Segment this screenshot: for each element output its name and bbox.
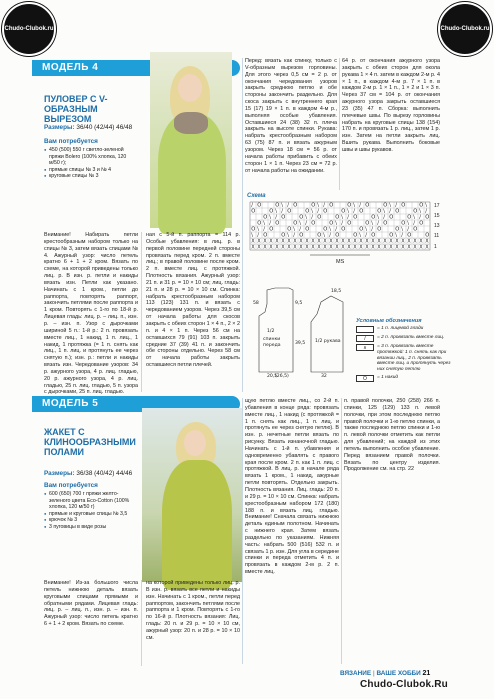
chart-cell-symbol: \ <box>383 208 385 215</box>
photo-face <box>184 430 206 456</box>
chart-cell-symbol: / <box>407 226 409 233</box>
chart-cell-symbol: X <box>371 238 375 245</box>
legend-item: ∧ = 3 п. провязать вместе протяжкой: 1 п. снять как при вязании лиц., 2 п. провязать вместе лиц. и протянуть через них снятую петлю <box>356 344 452 373</box>
chart-cell-symbol: O <box>257 202 262 209</box>
chart-cell-symbol: O <box>311 202 316 209</box>
pattern-dim: 32 <box>321 374 327 379</box>
chart-cell-symbol: X <box>299 238 303 245</box>
chart-cell-symbol: O <box>281 214 286 221</box>
chart-cell-symbol: X <box>359 244 363 251</box>
chart-cell-symbol: X <box>377 238 381 245</box>
chart-cell-symbol: X <box>257 238 261 245</box>
chart-cell-symbol: O <box>323 208 328 215</box>
chart-cell-symbol: X <box>311 238 315 245</box>
chart-cell-symbol: X <box>281 238 285 245</box>
chart-cell-symbol: O <box>371 232 376 239</box>
chart-cell-symbol: / <box>353 208 355 215</box>
chart-cell-symbol: X <box>401 244 405 251</box>
chart-cell-symbol: O <box>305 226 310 233</box>
model-5-text-column-3: щую петлю вместе лиц., со 2-й п. убавления в конце ряда: провязать вместе лиц., 1 накид (с протяжкой = 1 п. снять как лиц., 1 п. лиц. и протянуть ее через снятую петлю). В изн. р. нечетные петли вязать по рисунку. Вязать изнаночной гладью. Начинать с 1-й п. убавления и одновременно убавлять с правого края после кром. 2 п. как 1 п. лиц. с протяжкой. В лиц. р. в начале ряда вязать 1 кром., 1 накид, ажурные петли повторять. Отдельно закрыть. Плотность вязания. Лиц. гладь: 20 п. и 29 р. = 10 × 10 см. Спинка: набрать крестообразным набором 172 (180) 188 п. и вязать лиц. гладью. Внимание! Сначала связать нижнюю деталь единым полотном. Начинать с нижнего края. Затем вязать раздельно по указаниям. Нижняя часть: набрать 500 (516) 532 п. и связать 1 р. изн. Для угла в середине спинки и переда отметить 4 п. и провязать в каждом 2-м р. 2 п. вместе лиц. <box>245 398 339 576</box>
chart-cell-symbol: X <box>389 244 393 251</box>
chart-cell-symbol: O <box>365 220 370 227</box>
magazine-name: ВЯЗАНИЕ <box>340 670 372 677</box>
chart-cell-symbol: \ <box>401 226 403 233</box>
chart-cell-symbol: X <box>275 244 279 251</box>
chart-cell-symbol: / <box>275 214 277 221</box>
chart-cell-symbol: \ <box>263 220 265 227</box>
legend <box>356 326 452 384</box>
chart-cell-symbol: O <box>365 202 370 209</box>
chart-cell-symbol: / <box>251 202 253 209</box>
pattern-label: 1/2 рукава <box>315 339 341 344</box>
chart-cell-symbol: / <box>395 202 397 209</box>
chart-cell-symbol: O <box>347 220 352 227</box>
model-5-sizes: Размеры: 36/38 (40/42) 44/46 <box>44 470 133 477</box>
chart-cell-symbol: \ <box>311 208 313 215</box>
sleeve-pattern-piece <box>311 296 343 372</box>
list-item: ● круговые спицы № 3 <box>44 173 136 180</box>
chart-cell-symbol: / <box>287 202 289 209</box>
chart-cell-symbol: X <box>323 244 327 251</box>
chart-cell-symbol: X <box>323 238 327 245</box>
chart-cell-symbol: X <box>329 238 333 245</box>
chart-cell-symbol: O <box>335 214 340 221</box>
chart-cell-symbol: X <box>353 244 357 251</box>
chart-cell-symbol: X <box>287 244 291 251</box>
chart-cell-symbol: \ <box>305 214 307 221</box>
chart-cell-symbol: O <box>341 208 346 215</box>
legend-symbol: / <box>356 335 374 342</box>
model-4-text-column-3: Перед: вязать как спинку, только с V-образным вырезом горловины. Для этого через 0,5 см = 2 р. от окончания чередования узоров закрыть среднюю петлю и обе стороны закончить раздельно. Для скоса закрыть с внутреннего края 15 (17) 19 × 1 п. в каждом 4-м р., выполняя особые убавления. Оставшиеся 24 (38) 32 п. плеча закрыть на высоте спинки. Рукава: набрать крестообразным набором 63 (75) 87 п. и вязать ажурным узором. Через 18 см = 56 р. от начала работы прибавить с обеих сторон 1 × 1 п. Через 23 см = 72 р. от начала работы на ожидании. <box>245 58 337 174</box>
chart-cell-symbol: X <box>269 238 273 245</box>
legend-symbol <box>356 326 374 333</box>
chart-cell-symbol: O <box>377 226 382 233</box>
chart-cell-symbol: / <box>383 214 385 221</box>
chart-cell-symbol: \ <box>257 226 259 233</box>
chart-cell-symbol: \ <box>287 232 289 239</box>
pattern-diagram <box>253 282 347 378</box>
column-divider <box>242 398 243 664</box>
photo-jacket <box>162 460 232 590</box>
row-label-11: 11 <box>434 233 440 239</box>
chart-cell-symbol: / <box>335 226 337 233</box>
chart-cell-symbol: O <box>257 220 262 227</box>
chart-cell-symbol: X <box>263 244 267 251</box>
chart-cell-symbol: O <box>407 214 412 221</box>
chart-cell-symbol: O <box>317 232 322 239</box>
chart-cell-symbol: \ <box>299 220 301 227</box>
column-divider <box>141 580 142 666</box>
chart-cell-symbol: X <box>425 244 429 251</box>
chart-cell-symbol: X <box>407 238 411 245</box>
chart-cell-symbol: X <box>383 238 387 245</box>
chart-cell-symbol: / <box>293 232 295 239</box>
chart-cell-symbol: \ <box>281 202 283 209</box>
chart-cell-symbol: X <box>395 238 399 245</box>
chart-cell-symbol: \ <box>329 226 331 233</box>
chart-cell-symbol: X <box>305 244 309 251</box>
chart-cell-symbol: X <box>263 238 267 245</box>
chart-cell-symbol: O <box>263 232 268 239</box>
column-divider <box>339 58 340 190</box>
magazine-subtitle: ВАШЕ ХОББИ <box>376 670 421 677</box>
model-4-text-column-2: ная с 5-й п. раппорта = 114 р. Особые убавления: в лиц. р. в первой половине передней стороны провязать перед кром. 2 п. вместе лиц.; в правой половине после кром. 2 п. вместе лиц. с протяжкой. Плотность вязания. Ажурный узор: 21 п. и 31 р. = 10 × 10 см; лиц. гладь: 21 п. и 28 р. = 10 × 10 см. Спинка: набрать крестообразным набором 113 (123) 131 п. и вязать с чередованием узоров. Через 39,5 см от начала работы для скосов закрыть с обеих сторон 1 × 4 п., 2 × 2 п. и 4 × 1 п. Через 56 см на оставшихся 79 (91) 103 п. закрыть средние 37 (39) 41 п. и закончить обе стороны отдельно. Через 58 см от начала работы закрыть оставшиеся петли плечей. <box>146 232 240 369</box>
list-item: ● прямые спицы № 3 и № 4 <box>44 167 136 174</box>
chart-cell-symbol: O <box>401 202 406 209</box>
list-item: ● прямые и круговые спицы № 3,5 <box>44 511 136 518</box>
model-4-photo <box>150 52 232 228</box>
chart-cell-symbol: O <box>419 220 424 227</box>
row-label-13: 13 <box>434 223 440 229</box>
chart-cell-symbol: O <box>407 232 412 239</box>
chart-cell-symbol: \ <box>353 202 355 209</box>
chart-cell-symbol: O <box>425 214 430 221</box>
model-4-header: МОДЕЛЬ 4 <box>32 60 240 76</box>
chart-cell-symbol: X <box>341 238 345 245</box>
pattern-label: переда <box>263 343 281 348</box>
scheme-label: Схема <box>247 193 266 199</box>
chart-cell-symbol: O <box>293 202 298 209</box>
model-5-text-column-2: на которой приведены только лиц. р. В изн. р. вязать все петли и накиды изн. Начинать с 1 кром., петли перед раппортом, закончить петлями после раппорта и 1 кром. Повторять с 1-го по 16-й р. Плотность вязания: Лиц. гладь: 20 п. и 29 р. = 10 × 10 см, ажурный узор: 20 п. и 28 р. = 10 × 10 см. <box>146 580 240 641</box>
chart-cell-symbol: X <box>359 238 363 245</box>
chart-cell-symbol: X <box>401 238 405 245</box>
chart-cell-symbol: O <box>305 208 310 215</box>
chart-cell-symbol: X <box>335 238 339 245</box>
chart-cell-symbol: / <box>317 208 319 215</box>
chart-cell-symbol: / <box>347 214 349 221</box>
chart-cell-symbol: O <box>377 208 382 215</box>
model-4-text-column-1: Внимание! Набирать петли крестообразным набором только на спицы № 3, затем вязать спицами № 4. Ажурный узор: число петель кратно 6 + 1 + 2 кром. Вязать по схеме, на которой приведены только лиц. р. В изн. р. петли и накиды вязать изн. Петли как указано. Начинать с 1 кром., петли до раппорта, повторять раппорт, закончить петлями после раппорта и 1 кром. Повторять с 1-го по 18-й р. Лицевая гладь: лиц. р. – лиц. п., изн. р. – изн. п. Узор с дырочками шириной 5 п.: 1-й р.: 2 п. провязать вместе лиц., 1 накид, 1 п. лиц., 1 накид, 1 протяжка (= 1 п. снять как лиц., 1 п. лиц. и протянуть ее через снятую п.); изн. р.: петли и накиды вязать изн. Чередование узоров: 34 р. ажурного узора, 4 р. лиц. гладью, 20 р. ажурного узора, 4 р. лиц. гладью, 25 п. лиц. гладью, 5 п. узора с дырочками, 25 п. лиц. гладью. <box>44 232 138 396</box>
chart-cell-symbol: X <box>365 238 369 245</box>
chart-cell-symbol: X <box>371 244 375 251</box>
chart-cell-symbol: \ <box>317 202 319 209</box>
chart-cell-symbol: \ <box>347 208 349 215</box>
chart-cell-symbol: X <box>419 244 423 251</box>
chart-cell-symbol: / <box>377 220 379 227</box>
chart-cell-symbol: X <box>395 244 399 251</box>
chart-cell-symbol: \ <box>293 226 295 233</box>
chart-cell-symbol: O <box>395 208 400 215</box>
model-5-text-column-1: Внимание! Из-за большого числа петель нижнюю деталь вязать круговыми спицами прямыми и обратными рядами. Лицевая гладь: лиц. р. – лиц. п., изн. р. – изн. п. Ажурный узор: число петель кратно 6 + 1 + 2 кром. Вязать по схеме. <box>44 580 138 628</box>
chart-cell-symbol: O <box>413 208 418 215</box>
chart-cell-symbol: X <box>287 238 291 245</box>
list-item: ● 450 (500) 550 г светло-зеленой пряжи Bolero (100% хлопка, 120 м/50 г); <box>44 147 136 167</box>
chart-cell-symbol: O <box>359 226 364 233</box>
chart-cell-symbol: \ <box>377 214 379 221</box>
chart-cell-symbol: X <box>413 244 417 251</box>
model-4-title: ПУЛОВЕР С V-ОБРАЗНЫМ ВЫРЕЗОМ <box>44 94 108 124</box>
legend-item: O = 1 накид <box>356 375 452 382</box>
chart-cell-symbol: O <box>311 220 316 227</box>
pattern-dim: 58 <box>253 301 259 306</box>
chart-cell-symbol: X <box>293 244 297 251</box>
chart-cell-symbol: O <box>335 232 340 239</box>
chart-cell-symbol: X <box>251 244 255 251</box>
chart-cell-symbol: O <box>419 202 424 209</box>
chart-cell-symbol: X <box>353 238 357 245</box>
model-5-needs-heading: Вам потребуется <box>44 482 98 489</box>
chart-cell-symbol: O <box>383 220 388 227</box>
chart-cell-symbol: \ <box>359 232 361 239</box>
model-5-needs-list <box>44 491 136 531</box>
chart-cell-symbol: X <box>341 244 345 251</box>
site-stamp-left: Chudo-Clubok.ru <box>2 2 56 56</box>
chart-cell-symbol: X <box>281 244 285 251</box>
chart-cell-symbol: O <box>287 226 292 233</box>
chart-cell-symbol: / <box>305 220 307 227</box>
chart-cell-symbol: X <box>257 244 261 251</box>
chart-cell-symbol: O <box>359 208 364 215</box>
chart-cell-symbol: / <box>323 202 325 209</box>
chart-cell-symbol: O <box>425 232 430 239</box>
chart-cell-symbol: O <box>395 226 400 233</box>
chart-cell-symbol: O <box>371 214 376 221</box>
chart-cell-symbol: X <box>413 238 417 245</box>
chart-cell-symbol: \ <box>365 226 367 233</box>
chart-cell-symbol: O <box>401 220 406 227</box>
chart-cell-symbol: O <box>329 220 334 227</box>
chart-cell-symbol: \ <box>413 214 415 221</box>
chart-cell-symbol: / <box>413 220 415 227</box>
list-item: ● крючок № 3 <box>44 517 136 524</box>
model-4-needs-list <box>44 147 136 180</box>
chart-cell-symbol: O <box>317 214 322 221</box>
chart-cell-symbol: / <box>341 220 343 227</box>
model-5-header: МОДЕЛЬ 5 <box>32 396 240 412</box>
chart-cell-symbol: / <box>401 232 403 239</box>
chart-cell-symbol: / <box>329 232 331 239</box>
chart-cell-symbol: O <box>263 214 268 221</box>
chart-cell-symbol: / <box>371 226 373 233</box>
chart-cell-symbol: O <box>293 220 298 227</box>
chart-cell-symbol: / <box>257 232 259 239</box>
page-number: 21 <box>422 670 431 677</box>
chart-cell-symbol: X <box>347 244 351 251</box>
pattern-dim: (26,5) <box>275 374 289 379</box>
chart-cell-symbol: O <box>353 232 358 239</box>
chart-cell-symbol: X <box>383 244 387 251</box>
chart-cell-symbol: O <box>299 214 304 221</box>
list-item: ● 600 (650) 700 г пряжи желто-зеленого цвета Eco-Cotton (100% хлопка, 120 м/50 г) <box>44 491 136 511</box>
chart-cell-symbol: O <box>413 226 418 233</box>
model-5-title: ЖАКЕТ С КЛИНООБРАЗНЫМИ ПОЛАМИ <box>44 427 136 457</box>
rapport-label: MS <box>336 259 345 265</box>
chart-cell-symbol: X <box>419 238 423 245</box>
chart-cell-symbol: / <box>365 232 367 239</box>
legend-item: = 1 п. лицевой глади <box>356 326 452 333</box>
pattern-dim: 20,5 <box>267 374 278 379</box>
model-5-text-column-4: п. правой полочки, 250 (258) 266 п. спинки, 125 (129) 133 п. левой полочки, при этом последнюю петлю правой полочки и 1-ю петлю спинки, а также последнюю петлю спинки и 1-ю п. левой полочки отметить как петли для убавлений; на каждой из этих петель выполнить особое убавление. Перед вязанием правой полочки. Вязать по центру изделия. Продолжение см. на стр. 22 <box>344 398 440 473</box>
chart-cell-symbol: X <box>317 238 321 245</box>
row-label-1: 1 <box>434 244 437 250</box>
chart-cell-symbol: O <box>347 202 352 209</box>
chart-cell-symbol: X <box>299 244 303 251</box>
chart-cell-symbol: \ <box>371 220 373 227</box>
chart-cell-symbol: \ <box>251 232 253 239</box>
chart-cell-symbol: X <box>251 238 255 245</box>
back-pattern-piece <box>259 288 293 372</box>
legend-item: / = 2 п. провязать вместе лиц. <box>356 335 452 342</box>
chart-cell-symbol: \ <box>425 202 427 209</box>
chart-cell-symbol: O <box>389 214 394 221</box>
legend-symbol: ∧ <box>356 344 374 351</box>
chart-cell-symbol: X <box>317 244 321 251</box>
row-label-15: 15 <box>434 213 440 219</box>
chart-cell-symbol: / <box>425 208 427 215</box>
legend-symbol: O <box>356 375 374 382</box>
pattern-dim: 39,5 <box>295 341 306 346</box>
chart-cell-symbol: X <box>275 238 279 245</box>
chart-cell-symbol: / <box>419 214 421 221</box>
model-4-sizes: Размеры: 36/40 (42/44) 46/48 <box>44 124 133 131</box>
pattern-dim: 18,5 <box>331 289 342 294</box>
list-item: ● 3 пуговицы в виде розы <box>44 524 136 531</box>
chart-cell-symbol: O <box>341 226 346 233</box>
chart-cell-symbol: \ <box>341 214 343 221</box>
chart-cell-symbol: O <box>269 226 274 233</box>
chart-cell-symbol: \ <box>419 208 421 215</box>
column-divider <box>341 398 342 664</box>
chart-cell-symbol: / <box>389 208 391 215</box>
chart-cell-symbol: X <box>407 244 411 251</box>
chart-cell-symbol: X <box>365 244 369 251</box>
model-4-text-column-4: 64 р. от окончания ажурного узора закрыть с обеих сторон для окола рукава 1 × 4 п. затем в каждом 2-м р. 4 × 1 п., в каждом 4-м р. 7 × 1 п. в каждом 2-м р. 1 × 1 п., 1 × 2 и 1 × 3 п. Через 37 см = 104 р. от окончания ажурного узора закрыть оставшиеся 23 (35) 47 п. Сборка: выполнить плечевые швы. По вырезу горловины набрать на круговые спицы 138 (154) 170 п. и провязать 1 р. лиц., затем 1 р. изн. Затем на петли закрыть лиц. Вшить рукава. Выполнить боковые швы и швы рукавов. <box>342 58 440 153</box>
chart-cell-symbol: O <box>323 226 328 233</box>
chart-cell-symbol: X <box>311 244 315 251</box>
chart-cell-symbol: \ <box>323 232 325 239</box>
chart-cell-symbol: O <box>389 232 394 239</box>
chart-cell-symbol: X <box>293 238 297 245</box>
chart-cell-symbol: / <box>263 226 265 233</box>
chart-cell-symbol: O <box>275 220 280 227</box>
chart-cell-symbol: O <box>269 208 274 215</box>
chart-cell-symbol: \ <box>407 220 409 227</box>
model-4-needs-heading: Вам потребуется <box>44 138 98 145</box>
pattern-label: спинки <box>263 337 281 342</box>
page-footer: ВЯЗАНИЕ | ВАШЕ ХОББИ 21 <box>340 670 431 677</box>
chart-cell-symbol: O <box>275 202 280 209</box>
pattern-dim: 9,5 <box>295 301 303 306</box>
chart-cell-symbol: O <box>287 208 292 215</box>
row-label-17: 17 <box>434 203 440 209</box>
site-stamp-right: Chudo-Clubok.ru <box>438 2 492 56</box>
chart-cell-symbol: X <box>269 244 273 251</box>
site-watermark: Chudo-Clubok.Ru <box>360 679 448 690</box>
chart-cell-symbol: \ <box>395 232 397 239</box>
chart-cell-symbol: O <box>251 208 256 215</box>
chart-cell-symbol: X <box>425 238 429 245</box>
chart-cell-symbol: O <box>353 214 358 221</box>
chart-cell-symbol: O <box>281 232 286 239</box>
pattern-label: 1/2 <box>267 329 275 334</box>
knitting-chart <box>250 200 446 266</box>
column-divider <box>141 232 142 392</box>
legend-title: Условные обозначения <box>356 318 422 324</box>
chart-cell-symbol: X <box>335 244 339 251</box>
chart-cell-symbol: / <box>269 220 271 227</box>
chart-cell-symbol: / <box>281 208 283 215</box>
chart-cell-symbol: X <box>305 238 309 245</box>
chart-cell-symbol: / <box>299 226 301 233</box>
chart-cell-symbol: / <box>311 214 313 221</box>
model-5-photo <box>142 408 242 582</box>
chart-cell-symbol: X <box>329 244 333 251</box>
chart-cell-symbol: O <box>251 226 256 233</box>
chart-cell-symbol: \ <box>269 214 271 221</box>
chart-cell-symbol: O <box>329 202 334 209</box>
column-divider <box>242 58 243 392</box>
chart-cell-symbol: \ <box>275 208 277 215</box>
chart-cell-symbol: \ <box>389 202 391 209</box>
chart-cell-symbol: O <box>383 202 388 209</box>
photo-face <box>178 74 202 102</box>
chart-cell-symbol: X <box>389 238 393 245</box>
chart-cell-symbol: X <box>347 238 351 245</box>
photo-scarf <box>174 112 208 134</box>
chart-cell-symbol: X <box>377 244 381 251</box>
chart-cell-symbol: \ <box>335 220 337 227</box>
chart-cell-symbol: / <box>359 202 361 209</box>
chart-cell-symbol: O <box>299 232 304 239</box>
